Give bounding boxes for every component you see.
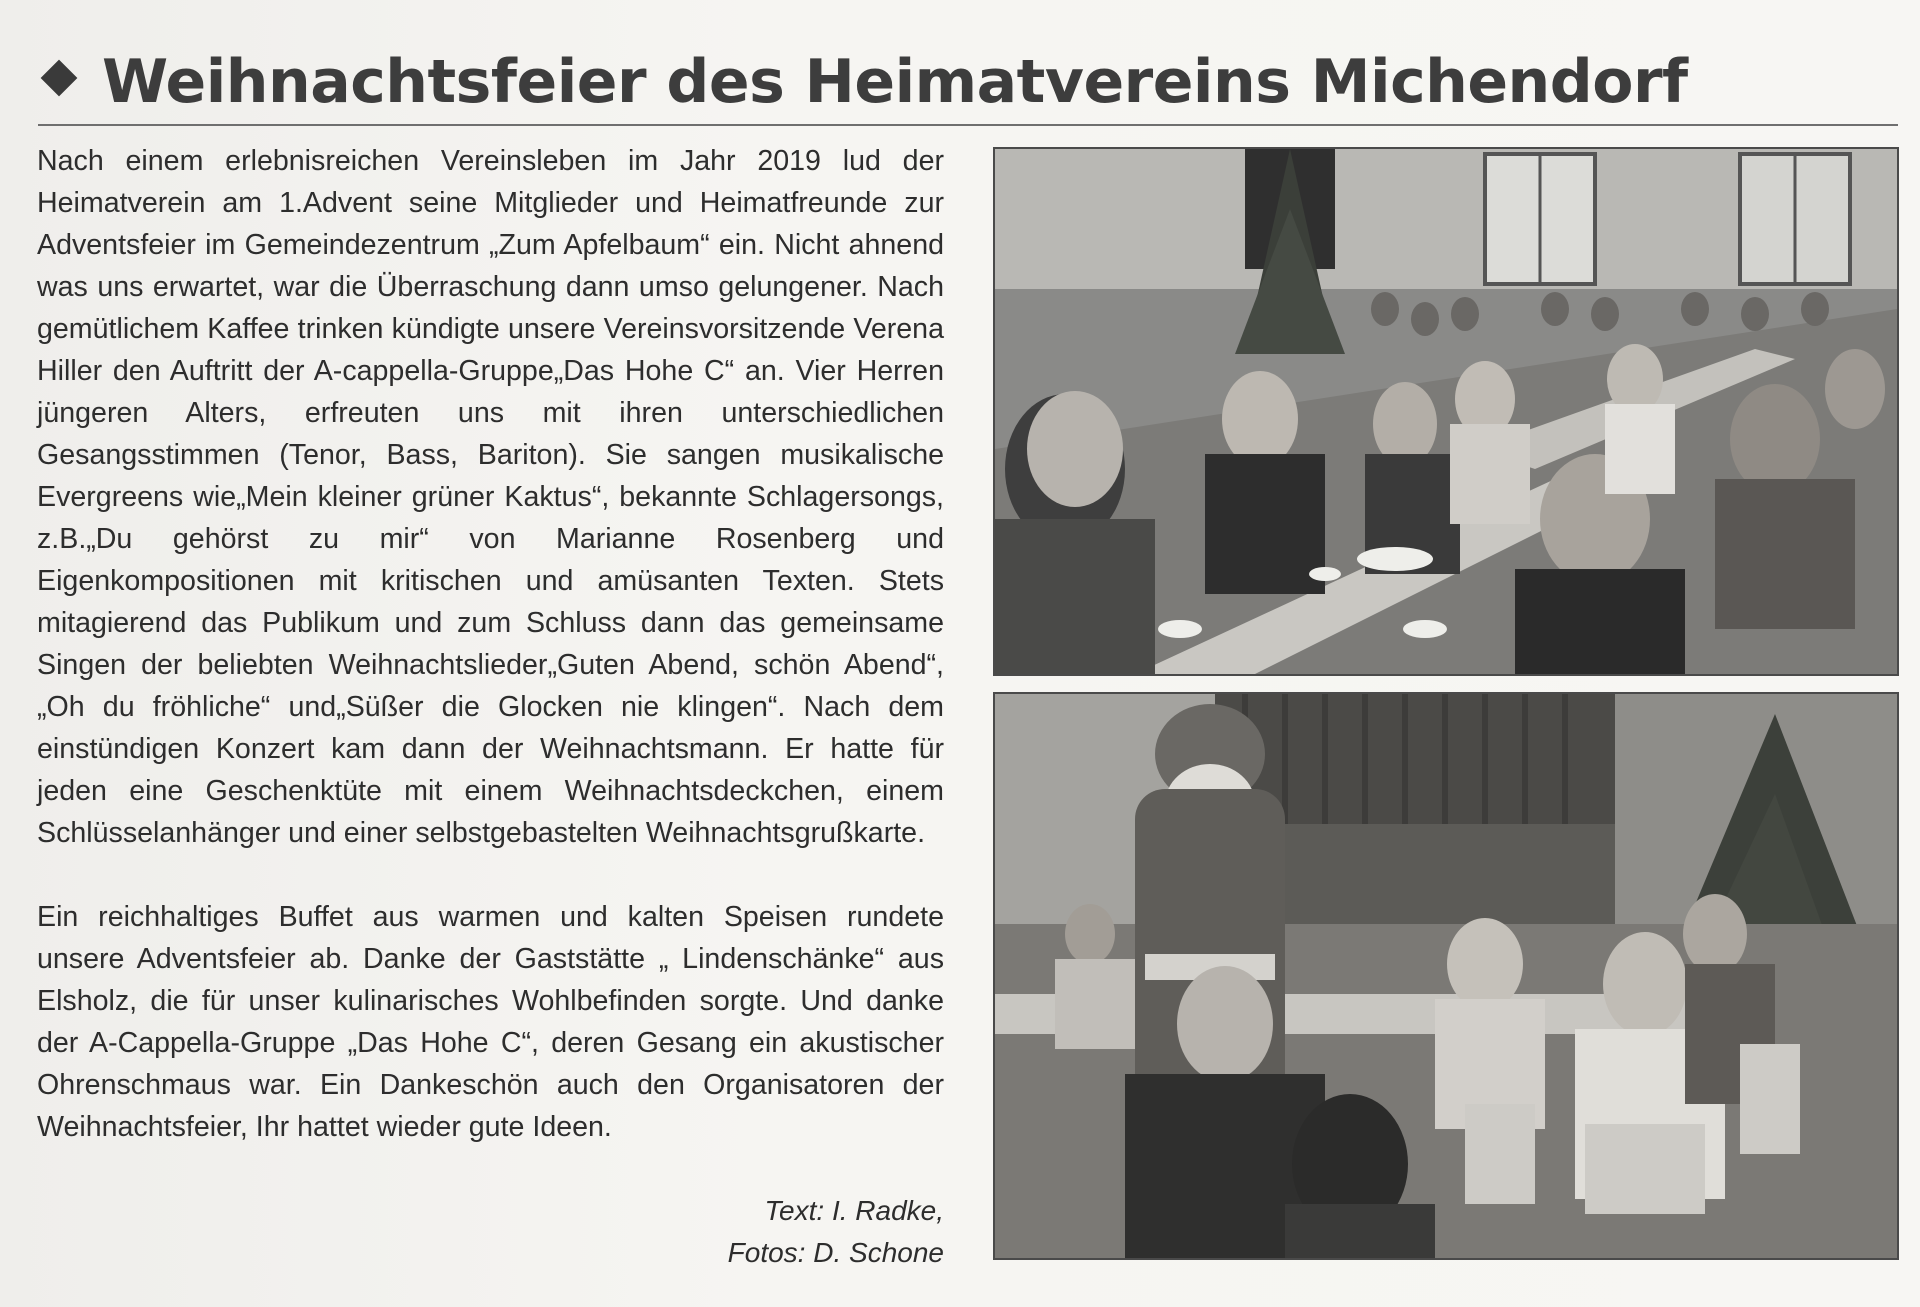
christmas-tree-icon [995, 149, 1897, 674]
photo-santa-claus [993, 692, 1899, 1260]
photo-celebration-tables [993, 147, 1899, 676]
article-headline: Weihnachtsfeier des Heimatvereins Michendorf [102, 47, 1688, 117]
diamond-bullet-icon [41, 60, 78, 97]
credit-photos: Fotos: D. Schone [727, 1237, 944, 1268]
article-header [38, 40, 1898, 126]
paragraph-2: Ein reichhaltiges Buffet aus warmen und kalten Speisen rundete unsere Adventsfeier ab. Danke der Gaststätte „ Lindenschänke“ aus Elsholz, die für unser kulinarisches Wohlbefinden sorgte. Und danke der A-Cappella-Gruppe „Das Hohe C“, deren Gesang ein akustischer Ohrenschmaus war. Ein Dankeschön auch den Organisatoren der Weihnachtsfeier, Ihr hattet wieder gute Ideen. [37, 901, 944, 1143]
article-body [37, 140, 944, 1190]
credit-text: Text: I. Radke, [764, 1195, 944, 1226]
santa-claus-icon [995, 694, 1897, 1258]
article-credits [728, 1190, 944, 1274]
paragraph-1: Nach einem erlebnisreichen Vereinsleben im Jahr 2019 lud der Heimatverein am 1.Advent seine Mitglieder und Heimatfreunde zur Adventsfeier im Gemeindezentrum „Zum Apfelbaum“ ein. Nicht ahnend was uns erwartet, war die Überraschung dann umso gelungener. Nach gemütlichem Kaffee trinken kündigte unsere Vereinsvorsitzende Verena Hiller den Auftritt der A-cappella-Gruppe„Das Hohe C“ an. Vier Herren jüngeren Alters, erfreuten uns mit ihren unterschiedlichen Gesangsstimmen (Tenor, Bass, Bariton). Sie sangen musikalische Evergreens wie„Mein kleiner grüner Kaktus“, bekannte Schlagersongs, z.B.„Du gehörst zu mir“ von Marianne Rosenberg und Eigenkompositionen mit kritischen und amüsanten Texten. Stets mitagierend das Publikum und zum Schluss dann das gemeinsame Singen der beliebten Weihnachtslieder„Guten Abend, schön Abend“,„Oh du fröhliche“ und„Süßer die Glocken nie klingen“. Nach dem einstündigen Konzert kam dann der Weihnachtsmann. Er hatte für jeden eine Geschenktüte mit einem Weihnachtsdeckchen, einem Schlüsselanhänger und einer selbstgebastelten Weihnachtsgrußkarte. [37, 145, 944, 849]
